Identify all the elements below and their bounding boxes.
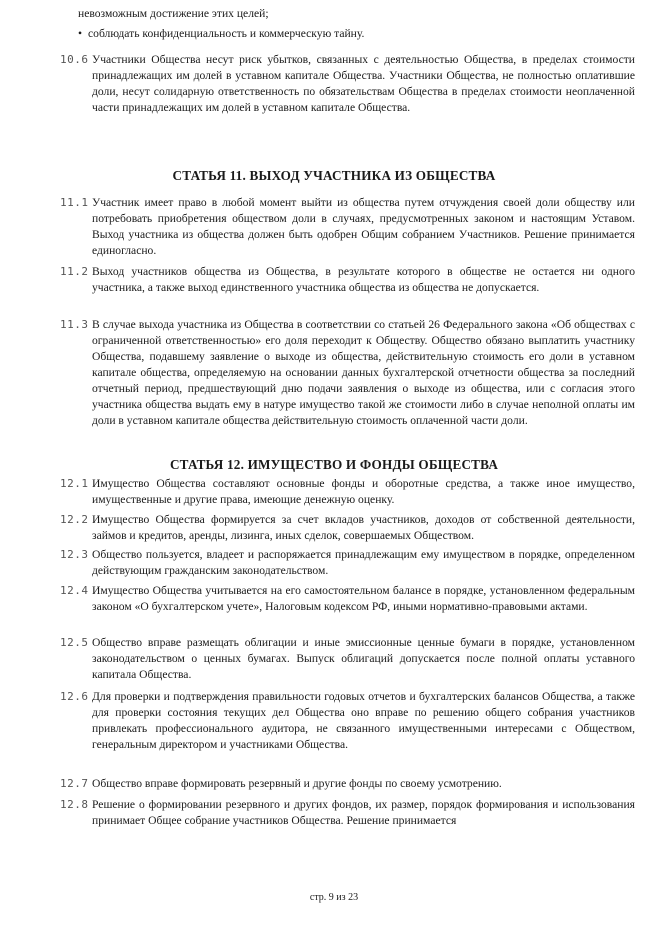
article-11-heading: СТАТЬЯ 11. ВЫХОД УЧАСТНИКА ИЗ ОБЩЕСТВА (172, 168, 496, 183)
article-12-heading: СТАТЬЯ 12. ИМУЩЕСТВО И ФОНДЫ ОБЩЕСТВА (169, 457, 499, 472)
clause-12-2 (60, 512, 635, 544)
clause-11-2 (60, 264, 635, 296)
clause-12-4 (60, 583, 635, 615)
clause-number: 12.1 (60, 477, 89, 490)
clause-number: 11.2 (60, 265, 89, 278)
clause-number: 12.7 (60, 777, 89, 790)
clause-11-3 (60, 317, 635, 429)
clause-text: Общество вправе формировать резервный и другие фонды по своему усмотрению. (92, 777, 502, 790)
clause-number: 12.3 (60, 548, 89, 561)
clause-number: 12.8 (60, 798, 89, 811)
page-number: стр. 9 из 23 (309, 892, 359, 903)
continuation-line: невозможным достижение этих целей; (78, 7, 269, 20)
clause-text: Участник имеет право в любой момент выйти из общества путем отчуждения своей доли обществу или потребовать приобретения обществом доли в случаях, предусмотренных законом и настоящим Уставом. Выход участника из общества должен быть одобрен Общим собранием Участников. Решение принимается единогласно. (92, 196, 635, 257)
clause-text: Имущество Общества учитывается на его самостоятельном балансе в порядке, установленном федеральным законом «О бухгалтерском учете», Налоговым кодексом РФ, иными нормативно-правовыми актами. (92, 584, 635, 613)
clause-12-6 (60, 689, 635, 753)
bullet-item (78, 26, 638, 42)
clause-12-5 (60, 635, 635, 683)
clause-number: 10.6 (60, 53, 89, 66)
clause-12-3 (60, 547, 635, 579)
clause-11-1 (60, 195, 635, 259)
clause-12-7 (60, 776, 635, 792)
clause-number: 12.4 (60, 584, 89, 597)
clause-number: 12.2 (60, 513, 89, 526)
clause-number: 11.3 (60, 318, 89, 331)
clause-number: 12.5 (60, 636, 89, 649)
clause-number: 11.1 (60, 196, 89, 209)
bullet-text: соблюдать конфиденциальность и коммерческую тайну. (88, 27, 365, 40)
clause-text: Выход участников общества из Общества, в результате которого в обществе не остается ни одного участника, а также выход единственного участника общества из общества не допускается. (92, 265, 635, 294)
clause-text: Общество пользуется, владеет и распоряжается принадлежащим ему имуществом в порядке, определенном действующим гражданским законодательством. (92, 548, 635, 577)
clause-text: Решение о формировании резервного и других фондов, их размер, порядок формирования и использования принимает Общее собрание участников Общества. Решение принимается (92, 798, 635, 827)
clause-text: Общество вправе размещать облигации и иные эмиссионные ценные бумаги в порядке, установленном законодательством о ценных бумагах. Выпуск облигаций допускается после полной оплаты уставного капитала Общества. (92, 636, 635, 681)
clause-text: Для проверки и подтверждения правильности годовых отчетов и бухгалтерских балансов Общества, а также для проверки состояния текущих дел Общества оно вправе по решению общего собрания участников привлекать профессионального аудитора, не связанного имущественными интересами с Обществом, генеральным директором и участниками Общества. (92, 690, 635, 751)
clause-12-8 (60, 797, 635, 829)
clause-12-1 (60, 476, 635, 508)
clause-text: Имущество Общества составляют основные фонды и оборотные средства, а также иное имущество, имущественные и другие права, имеющие денежную оценку. (92, 477, 635, 506)
clause-10-6 (60, 52, 635, 116)
clause-text: Участники Общества несут риск убытков, связанных с деятельностью Общества, в пределах стоимости принадлежащих им долей в уставном капитале Общества. Участники Общества, не полностью оплатившие доли, несут солидарную ответственность по обязательствам Общества в пределах стоимости неоплаченной части принадлежащих им долей в уставном капитале Общества. (92, 53, 635, 114)
clause-text: В случае выхода участника из Общества в соответствии со статьей 26 Федерального закона «Об обществах с ограниченной ответственностью» его доля переходит к Обществу. Общество обязано выплатить участнику Общества, подавшему заявление о выходе из общества, действительную стоимость его доли в уставном капитале общества, определяемую на основании данных бухгалтерской отчетности общества за последний отчетный период, предшествующий дню подачи заявления о выходе из общества, или с согласия этого участника общества выдать ему в натуре имущество такой же стоимости либо в случае неполной оплаты им доли в уставном капитале общества действительную стоимость оплаченной части доли. (92, 318, 635, 427)
clause-text: Имущество Общества формируется за счет вкладов участников, доходов от собственной деятельности, займов и кредитов, аренды, лизинга, иных сделок, совершаемых Обществом. (92, 513, 635, 542)
bullet-icon: • (78, 27, 83, 40)
clause-number: 12.6 (60, 690, 89, 703)
